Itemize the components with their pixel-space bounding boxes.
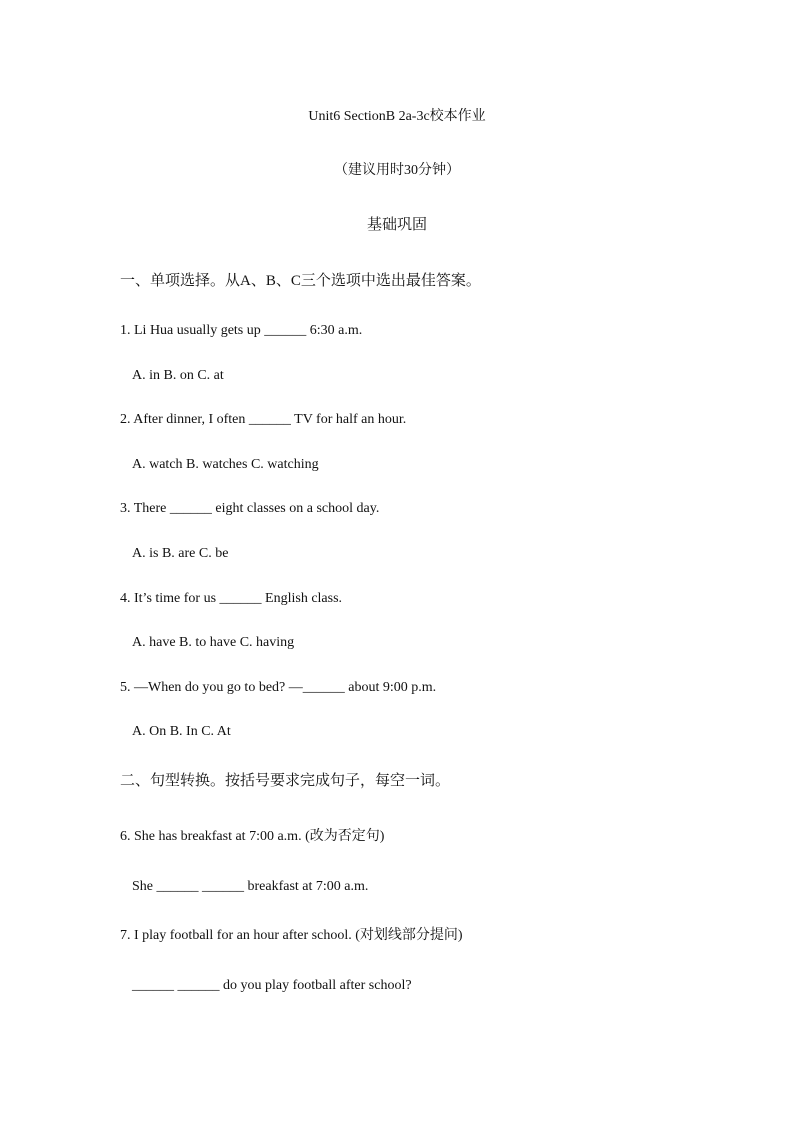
question-5-stem: 5. —When do you go to bed? —______ about 9:00 p.m.: [120, 680, 437, 695]
section-1-heading: 一、单项选择。从A、B、C三个选项中选出最佳答案。: [120, 273, 481, 289]
question-1-options: A. in B. on C. at: [132, 368, 224, 383]
question-4-options: A. have B. to have C. having: [132, 635, 295, 650]
question-3-options: A. is B. are C. be: [132, 546, 229, 561]
question-2-stem: 2. After dinner, I often ______ TV for half an hour.: [120, 412, 407, 427]
question-6-answer-line: She ______ ______ breakfast at 7:00 a.m.: [132, 879, 369, 894]
question-7-answer-line: ______ ______ do you play football after school?: [132, 978, 412, 993]
question-3-stem: 3. There ______ eight classes on a school day.: [120, 501, 380, 516]
question-4-stem: 4. It’s time for us ______ English class.: [120, 591, 343, 606]
part-title: 基础巩固: [366, 217, 427, 233]
question-1-stem: 1. Li Hua usually gets up ______ 6:30 a.m.: [120, 323, 363, 338]
question-6-stem: 6. She has breakfast at 7:00 a.m. (改为否定句): [120, 829, 385, 844]
question-5-options: A. On B. In C. At: [132, 724, 231, 739]
time-note: （建议用时30分钟）: [334, 163, 460, 178]
page-title: Unit6 SectionB 2a-3c校本作业: [308, 109, 486, 124]
question-7-stem: 7. I play football for an hour after school. (对划线部分提问): [120, 928, 463, 943]
question-2-options: A. watch B. watches C. watching: [132, 457, 319, 472]
section-2-heading: 二、句型转换。按括号要求完成句子，每空一词。: [120, 773, 451, 789]
